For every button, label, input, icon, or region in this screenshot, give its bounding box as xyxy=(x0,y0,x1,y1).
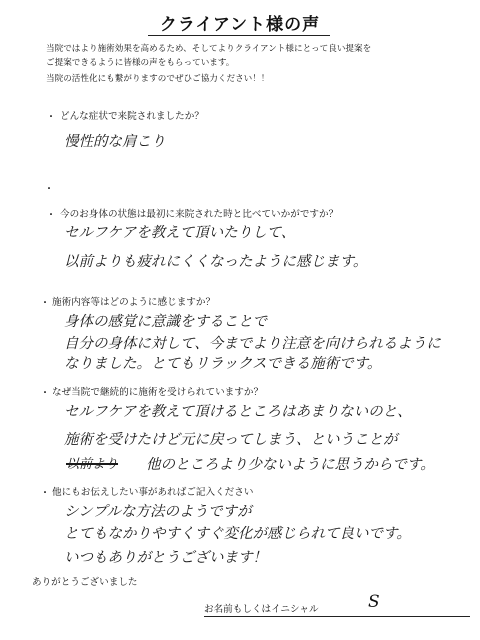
bullet: ・ xyxy=(40,488,50,499)
answer-3-line-2: 自分の身体に対して、今までより注意を向けられるように xyxy=(64,336,441,352)
question-3-label: 施術内容等はどのように感じますか？ xyxy=(52,297,216,308)
intro-line-3: 当院の活性化にも繋がりますのでぜひご協力ください！！ xyxy=(46,74,270,84)
answer-2-line-1: セルフケアを教えて頂いたりして、 xyxy=(64,225,296,241)
bullet: ・ xyxy=(46,210,56,221)
answer-5-line-1: シンプルな方法のようですが xyxy=(64,504,252,520)
question-5-label: 他にもお伝えしたい事があればご記入ください xyxy=(52,487,254,498)
answer-2-line-2: 以前よりも疲れにくくなったように感じます。 xyxy=(64,254,368,270)
stray-mark: ・ xyxy=(44,184,54,195)
answer-4-line-1: セルフケアを教えて頂けるところはあまりないのと、 xyxy=(64,404,412,420)
question-1-label: どんな症状で来院されましたか？ xyxy=(60,111,204,122)
bullet: ・ xyxy=(46,112,56,123)
intro-line-2: ご提案できるように皆様の声をもらっています。 xyxy=(46,58,235,68)
answer-3-line-1: 身体の感覚に意識をすることで xyxy=(64,314,267,330)
bullet: ・ xyxy=(40,388,50,399)
handwritten-signature: S xyxy=(368,592,380,612)
title-underline xyxy=(148,35,330,36)
answer-3-line-3: なりました。とてもリラックスできる施術です。 xyxy=(64,356,382,372)
struck-correction: 以前より xyxy=(66,457,119,472)
question-4-label: なぜ当院で継続的に施術を受けられていますか？ xyxy=(52,387,264,398)
answer-4-line-3: 他のところより少ないように思うからです。 xyxy=(146,457,435,473)
intro-line-1: 当院ではより施術効果を高めるため、そしてよりクライアント様にとって良い提案を xyxy=(46,44,372,54)
question-2-label: 今のお身体の状態は最初に来院された時と比べていかがですか？ xyxy=(60,209,339,220)
answer-4-line-2: 施術を受けたけど元に戻ってしまう、ということが xyxy=(64,432,398,448)
form-title: クライアント様の声 xyxy=(159,15,321,35)
bullet: ・ xyxy=(40,298,50,309)
answer-1-line-1: 慢性的な肩こり xyxy=(64,134,166,150)
name-label: お名前もしくはイニシャル xyxy=(204,604,319,615)
answer-5-line-2: とてもなかりやすくすぐ変化が感じられて良いです。 xyxy=(64,526,411,542)
closing-thanks: ありがとうございました xyxy=(32,577,138,588)
answer-5-line-3: いつもありがとうございます！ xyxy=(64,550,267,566)
signature-line xyxy=(204,616,470,617)
